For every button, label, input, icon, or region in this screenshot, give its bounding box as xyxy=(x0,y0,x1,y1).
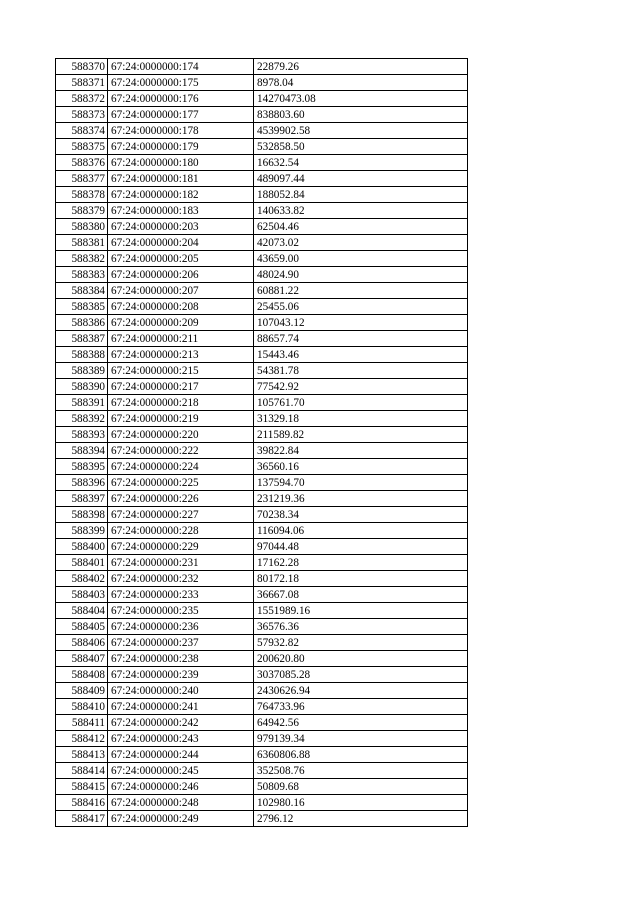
cadastral-number-cell: 67:24:0000000:205 xyxy=(108,251,254,267)
cadastral-number-cell: 67:24:0000000:207 xyxy=(108,283,254,299)
table-row xyxy=(56,571,468,587)
value-cell: 88657.74 xyxy=(254,331,468,347)
table-row xyxy=(56,795,468,811)
table-row xyxy=(56,267,468,283)
row-number-cell: 588402 xyxy=(56,571,108,587)
row-number-cell: 588404 xyxy=(56,603,108,619)
table-row xyxy=(56,651,468,667)
cadastral-number-cell: 67:24:0000000:231 xyxy=(108,555,254,571)
value-cell: 489097.44 xyxy=(254,171,468,187)
table-row xyxy=(56,139,468,155)
cadastral-number-cell: 67:24:0000000:222 xyxy=(108,443,254,459)
cadastral-number-cell: 67:24:0000000:241 xyxy=(108,699,254,715)
value-cell: 70238.34 xyxy=(254,507,468,523)
table-row xyxy=(56,811,468,827)
cadastral-number-cell: 67:24:0000000:239 xyxy=(108,667,254,683)
value-cell: 48024.90 xyxy=(254,267,468,283)
row-number-cell: 588373 xyxy=(56,107,108,123)
table-row xyxy=(56,555,468,571)
row-number-cell: 588407 xyxy=(56,651,108,667)
value-cell: 107043.12 xyxy=(254,315,468,331)
table-row xyxy=(56,603,468,619)
value-cell: 352508.76 xyxy=(254,763,468,779)
row-number-cell: 588394 xyxy=(56,443,108,459)
value-cell: 137594.70 xyxy=(254,475,468,491)
table-row xyxy=(56,315,468,331)
value-cell: 31329.18 xyxy=(254,411,468,427)
cadastral-number-cell: 67:24:0000000:245 xyxy=(108,763,254,779)
row-number-cell: 588413 xyxy=(56,747,108,763)
table-row xyxy=(56,299,468,315)
row-number-cell: 588385 xyxy=(56,299,108,315)
value-cell: 3037085.28 xyxy=(254,667,468,683)
table-row xyxy=(56,619,468,635)
cadastral-number-cell: 67:24:0000000:174 xyxy=(108,59,254,75)
cadastral-number-cell: 67:24:0000000:235 xyxy=(108,603,254,619)
row-number-cell: 588405 xyxy=(56,619,108,635)
cadastral-number-cell: 67:24:0000000:213 xyxy=(108,347,254,363)
row-number-cell: 588381 xyxy=(56,235,108,251)
cadastral-number-cell: 67:24:0000000:203 xyxy=(108,219,254,235)
cadastral-number-cell: 67:24:0000000:208 xyxy=(108,299,254,315)
value-cell: 36576.36 xyxy=(254,619,468,635)
table-row xyxy=(56,283,468,299)
table-row xyxy=(56,219,468,235)
table-row xyxy=(56,91,468,107)
row-number-cell: 588396 xyxy=(56,475,108,491)
value-cell: 14270473.08 xyxy=(254,91,468,107)
cadastral-number-cell: 67:24:0000000:249 xyxy=(108,811,254,827)
cadastral-number-cell: 67:24:0000000:218 xyxy=(108,395,254,411)
cadastral-number-cell: 67:24:0000000:243 xyxy=(108,731,254,747)
value-cell: 42073.02 xyxy=(254,235,468,251)
value-cell: 80172.18 xyxy=(254,571,468,587)
value-cell: 97044.48 xyxy=(254,539,468,555)
table-row xyxy=(56,411,468,427)
value-cell: 8978.04 xyxy=(254,75,468,91)
table-row xyxy=(56,443,468,459)
table-row xyxy=(56,363,468,379)
row-number-cell: 588375 xyxy=(56,139,108,155)
cadastral-number-cell: 67:24:0000000:227 xyxy=(108,507,254,523)
table-row xyxy=(56,347,468,363)
cadastral-number-cell: 67:24:0000000:226 xyxy=(108,491,254,507)
row-number-cell: 588391 xyxy=(56,395,108,411)
row-number-cell: 588415 xyxy=(56,779,108,795)
value-cell: 532858.50 xyxy=(254,139,468,155)
value-cell: 102980.16 xyxy=(254,795,468,811)
value-cell: 17162.28 xyxy=(254,555,468,571)
row-number-cell: 588398 xyxy=(56,507,108,523)
table-row xyxy=(56,427,468,443)
value-cell: 188052.84 xyxy=(254,187,468,203)
cadastral-number-cell: 67:24:0000000:219 xyxy=(108,411,254,427)
value-cell: 764733.96 xyxy=(254,699,468,715)
row-number-cell: 588403 xyxy=(56,587,108,603)
table-row xyxy=(56,123,468,139)
table-row xyxy=(56,539,468,555)
table-row xyxy=(56,747,468,763)
row-number-cell: 588379 xyxy=(56,203,108,219)
row-number-cell: 588390 xyxy=(56,379,108,395)
cadastral-number-cell: 67:24:0000000:181 xyxy=(108,171,254,187)
row-number-cell: 588371 xyxy=(56,75,108,91)
table-row xyxy=(56,491,468,507)
table-row xyxy=(56,59,468,75)
value-cell: 50809.68 xyxy=(254,779,468,795)
cadastral-number-cell: 67:24:0000000:224 xyxy=(108,459,254,475)
row-number-cell: 588406 xyxy=(56,635,108,651)
row-number-cell: 588399 xyxy=(56,523,108,539)
value-cell: 2796.12 xyxy=(254,811,468,827)
value-cell: 211589.82 xyxy=(254,427,468,443)
cadastral-number-cell: 67:24:0000000:228 xyxy=(108,523,254,539)
value-cell: 77542.92 xyxy=(254,379,468,395)
value-cell: 25455.06 xyxy=(254,299,468,315)
table-row xyxy=(56,699,468,715)
cadastral-number-cell: 67:24:0000000:236 xyxy=(108,619,254,635)
table-row xyxy=(56,155,468,171)
cadastral-number-cell: 67:24:0000000:179 xyxy=(108,139,254,155)
row-number-cell: 588397 xyxy=(56,491,108,507)
cadastral-number-cell: 67:24:0000000:215 xyxy=(108,363,254,379)
cadastral-number-cell: 67:24:0000000:225 xyxy=(108,475,254,491)
value-cell: 62504.46 xyxy=(254,219,468,235)
table-row xyxy=(56,635,468,651)
row-number-cell: 588376 xyxy=(56,155,108,171)
value-cell: 54381.78 xyxy=(254,363,468,379)
row-number-cell: 588409 xyxy=(56,683,108,699)
table-row xyxy=(56,171,468,187)
row-number-cell: 588392 xyxy=(56,411,108,427)
cadastral-number-cell: 67:24:0000000:232 xyxy=(108,571,254,587)
value-cell: 43659.00 xyxy=(254,251,468,267)
value-cell: 64942.56 xyxy=(254,715,468,731)
cadastral-number-cell: 67:24:0000000:248 xyxy=(108,795,254,811)
row-number-cell: 588370 xyxy=(56,59,108,75)
cadastral-number-cell: 67:24:0000000:176 xyxy=(108,91,254,107)
row-number-cell: 588380 xyxy=(56,219,108,235)
row-number-cell: 588414 xyxy=(56,763,108,779)
row-number-cell: 588383 xyxy=(56,267,108,283)
value-cell: 200620.80 xyxy=(254,651,468,667)
row-number-cell: 588388 xyxy=(56,347,108,363)
table-row xyxy=(56,395,468,411)
row-number-cell: 588386 xyxy=(56,315,108,331)
value-cell: 6360806.88 xyxy=(254,747,468,763)
cadastral-number-cell: 67:24:0000000:240 xyxy=(108,683,254,699)
table-row xyxy=(56,203,468,219)
table-row xyxy=(56,459,468,475)
table-row xyxy=(56,683,468,699)
row-number-cell: 588382 xyxy=(56,251,108,267)
value-cell: 60881.22 xyxy=(254,283,468,299)
parcel-table-body xyxy=(56,59,468,827)
value-cell: 22879.26 xyxy=(254,59,468,75)
cadastral-number-cell: 67:24:0000000:229 xyxy=(108,539,254,555)
row-number-cell: 588378 xyxy=(56,187,108,203)
table-row xyxy=(56,107,468,123)
table-row xyxy=(56,251,468,267)
table-row xyxy=(56,667,468,683)
value-cell: 1551989.16 xyxy=(254,603,468,619)
row-number-cell: 588374 xyxy=(56,123,108,139)
value-cell: 4539902.58 xyxy=(254,123,468,139)
table-row xyxy=(56,187,468,203)
cadastral-number-cell: 67:24:0000000:175 xyxy=(108,75,254,91)
value-cell: 231219.36 xyxy=(254,491,468,507)
value-cell: 57932.82 xyxy=(254,635,468,651)
value-cell: 140633.82 xyxy=(254,203,468,219)
table-row xyxy=(56,331,468,347)
cadastral-number-cell: 67:24:0000000:211 xyxy=(108,331,254,347)
cadastral-number-cell: 67:24:0000000:246 xyxy=(108,779,254,795)
table-row xyxy=(56,379,468,395)
table-row xyxy=(56,475,468,491)
row-number-cell: 588416 xyxy=(56,795,108,811)
cadastral-number-cell: 67:24:0000000:217 xyxy=(108,379,254,395)
value-cell: 838803.60 xyxy=(254,107,468,123)
cadastral-number-cell: 67:24:0000000:209 xyxy=(108,315,254,331)
row-number-cell: 588377 xyxy=(56,171,108,187)
cadastral-number-cell: 67:24:0000000:233 xyxy=(108,587,254,603)
table-row xyxy=(56,235,468,251)
row-number-cell: 588412 xyxy=(56,731,108,747)
row-number-cell: 588389 xyxy=(56,363,108,379)
cadastral-number-cell: 67:24:0000000:182 xyxy=(108,187,254,203)
row-number-cell: 588387 xyxy=(56,331,108,347)
cadastral-number-cell: 67:24:0000000:206 xyxy=(108,267,254,283)
value-cell: 15443.46 xyxy=(254,347,468,363)
row-number-cell: 588400 xyxy=(56,539,108,555)
table-row xyxy=(56,587,468,603)
row-number-cell: 588417 xyxy=(56,811,108,827)
value-cell: 2430626.94 xyxy=(254,683,468,699)
table-row xyxy=(56,715,468,731)
row-number-cell: 588393 xyxy=(56,427,108,443)
value-cell: 116094.06 xyxy=(254,523,468,539)
table-row xyxy=(56,507,468,523)
table-row xyxy=(56,731,468,747)
table-row xyxy=(56,763,468,779)
value-cell: 36560.16 xyxy=(254,459,468,475)
cadastral-number-cell: 67:24:0000000:238 xyxy=(108,651,254,667)
row-number-cell: 588410 xyxy=(56,699,108,715)
row-number-cell: 588401 xyxy=(56,555,108,571)
row-number-cell: 588384 xyxy=(56,283,108,299)
value-cell: 105761.70 xyxy=(254,395,468,411)
row-number-cell: 588372 xyxy=(56,91,108,107)
parcel-table xyxy=(55,58,468,827)
cadastral-number-cell: 67:24:0000000:180 xyxy=(108,155,254,171)
cadastral-number-cell: 67:24:0000000:204 xyxy=(108,235,254,251)
cadastral-number-cell: 67:24:0000000:183 xyxy=(108,203,254,219)
value-cell: 36667.08 xyxy=(254,587,468,603)
cadastral-number-cell: 67:24:0000000:178 xyxy=(108,123,254,139)
row-number-cell: 588411 xyxy=(56,715,108,731)
value-cell: 39822.84 xyxy=(254,443,468,459)
row-number-cell: 588408 xyxy=(56,667,108,683)
cadastral-number-cell: 67:24:0000000:237 xyxy=(108,635,254,651)
value-cell: 16632.54 xyxy=(254,155,468,171)
table-row xyxy=(56,523,468,539)
cadastral-number-cell: 67:24:0000000:244 xyxy=(108,747,254,763)
value-cell: 979139.34 xyxy=(254,731,468,747)
cadastral-number-cell: 67:24:0000000:177 xyxy=(108,107,254,123)
row-number-cell: 588395 xyxy=(56,459,108,475)
table-row xyxy=(56,779,468,795)
cadastral-number-cell: 67:24:0000000:242 xyxy=(108,715,254,731)
cadastral-number-cell: 67:24:0000000:220 xyxy=(108,427,254,443)
table-row xyxy=(56,75,468,91)
